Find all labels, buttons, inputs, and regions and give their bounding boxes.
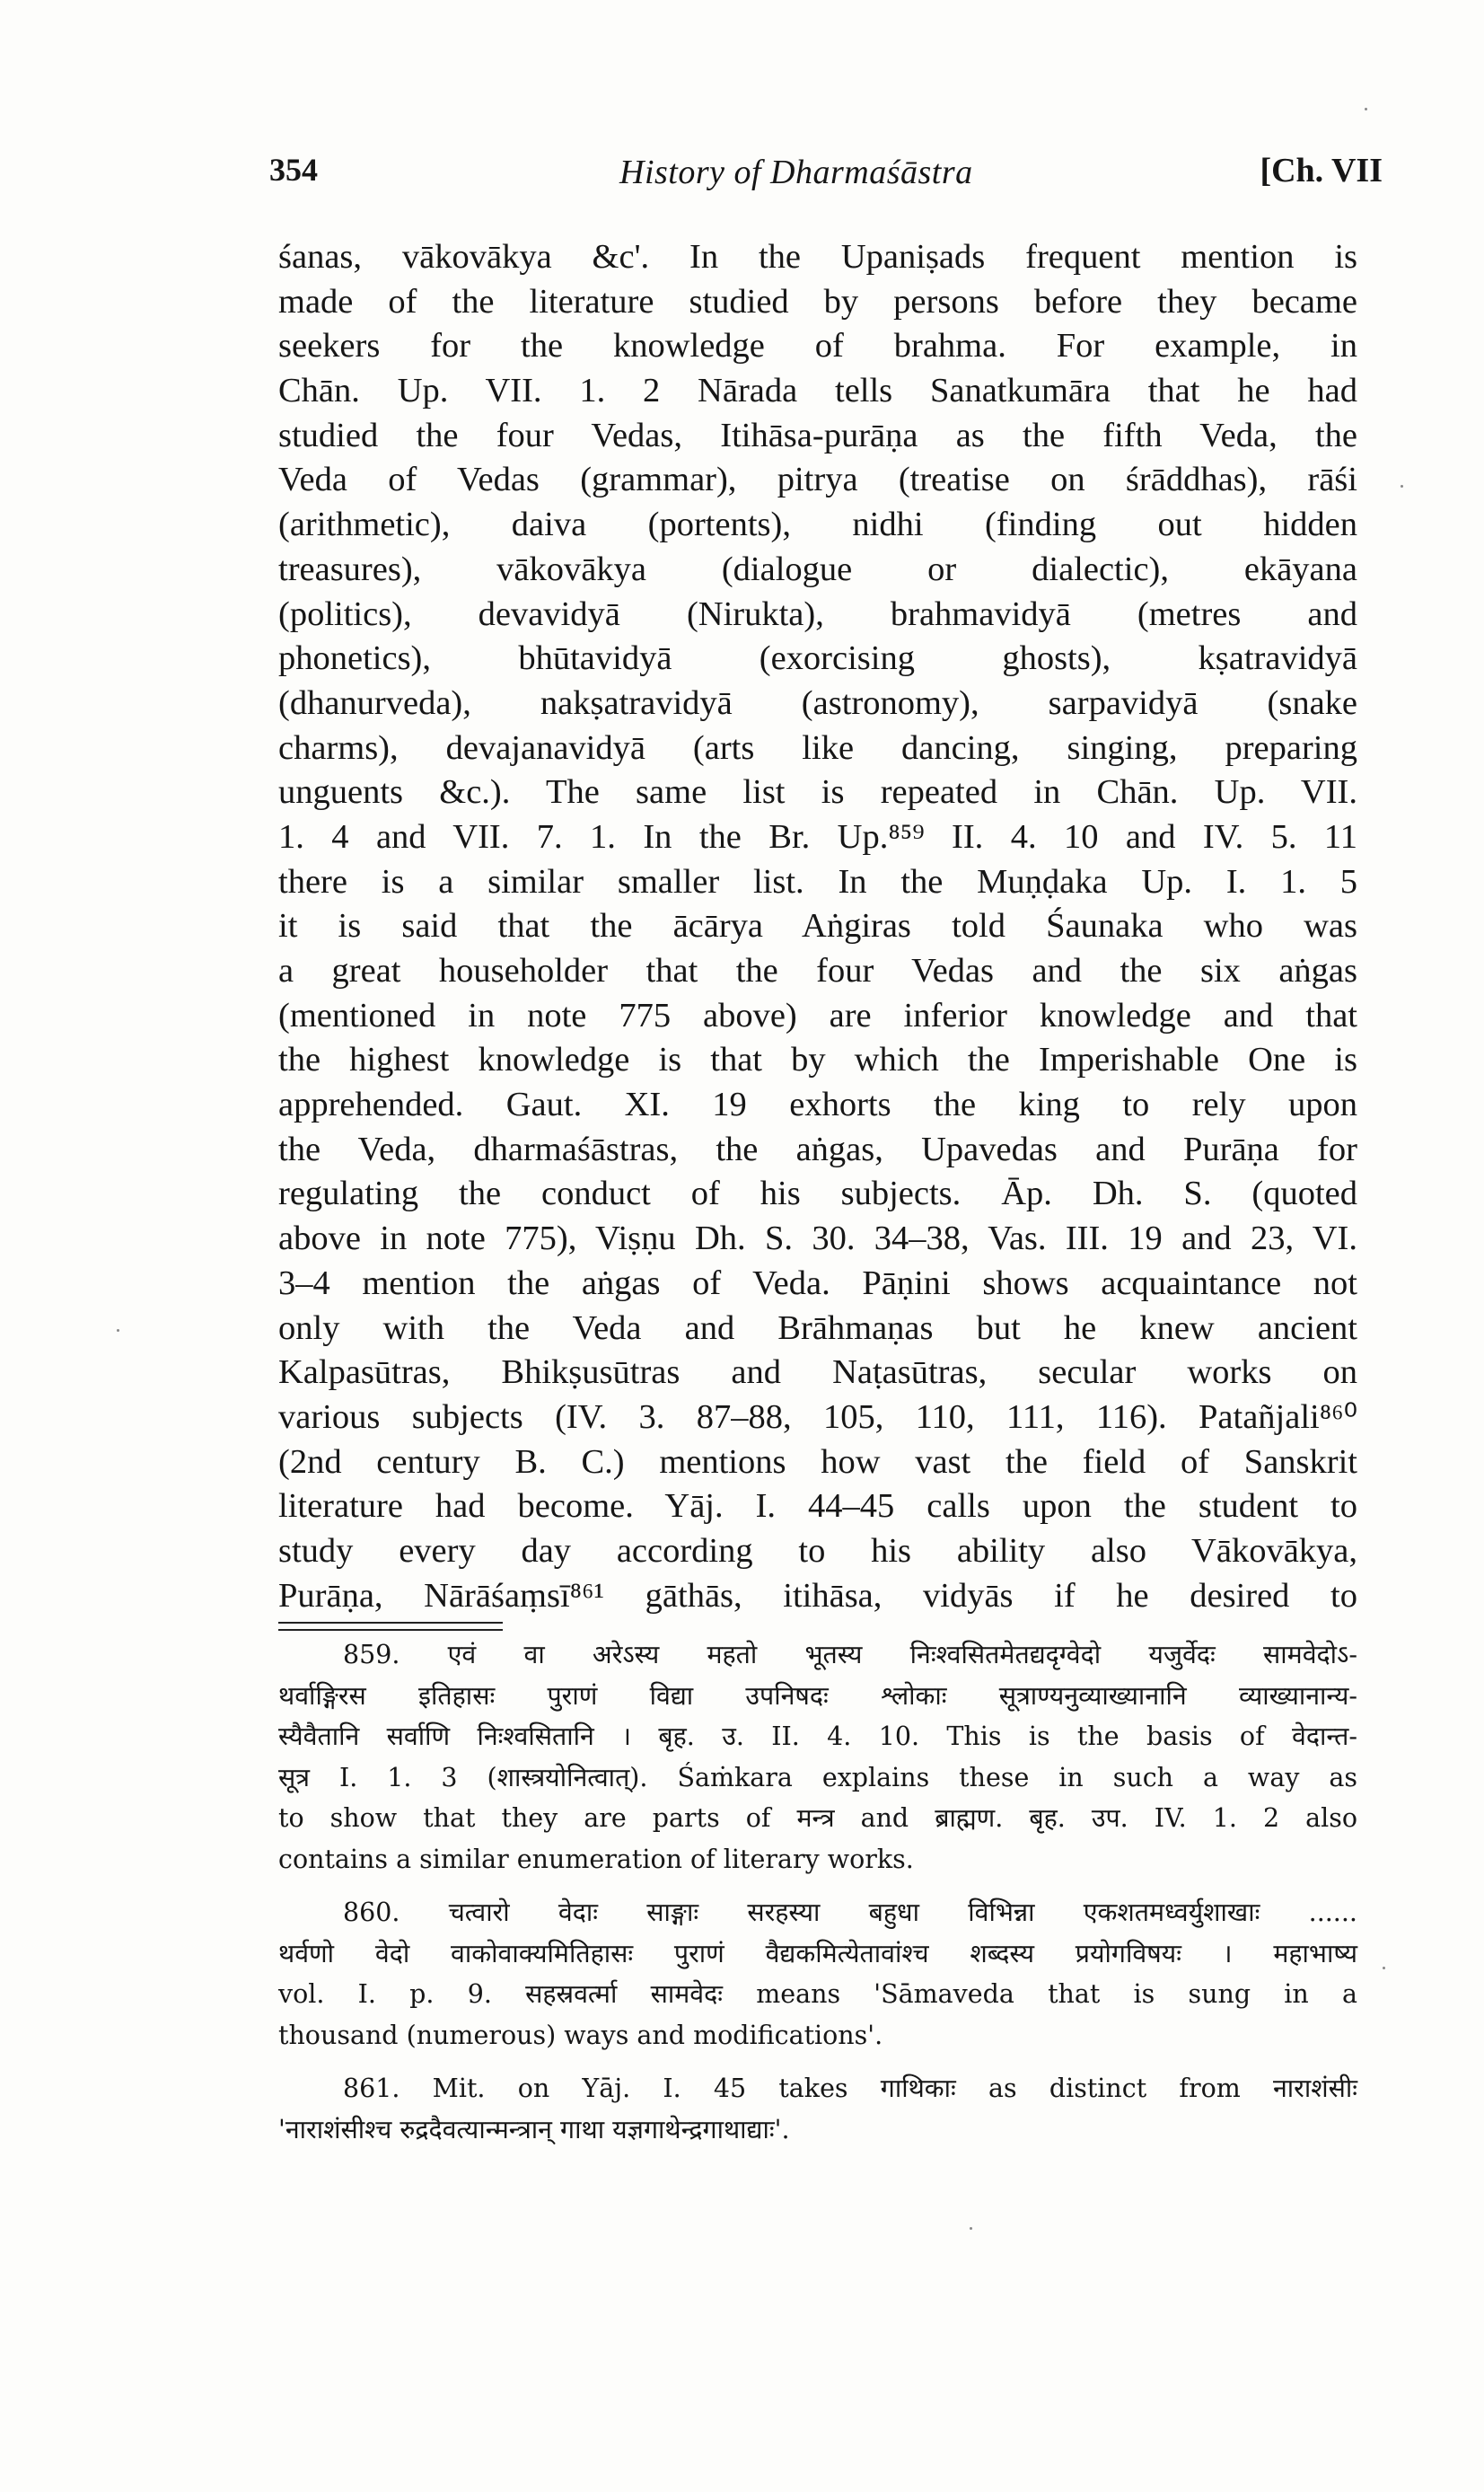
footnote-861-line: 861. Mit. on Yāj. I. 45 takes गाथिकाः as distinct from नाराशंसीः (343, 2074, 1357, 2103)
text-line: phonetics), bhūtavidyā (exorcising ghosts), kṣatravidyā (278, 639, 1357, 678)
text-line: seekers for the knowledge of brahma. For example, in (278, 327, 1357, 365)
text-line: only with the Veda and Brāhmaṇas but he knew ancient (278, 1308, 1357, 1347)
text-line: (dhanurveda), nakṣatravidyā (astronomy), sarpavidyā (snake (278, 683, 1357, 722)
text-line: the highest knowledge is that by which the Imperishable One is (278, 1041, 1357, 1079)
text-line: Chān. Up. VII. 1. 2 Nārada tells Sanatkumāra that he had (278, 372, 1357, 410)
footnote-860-line: 860. चत्वारो वेदाः साङ्गाः सरहस्या बहुधा विभिन्ना एकशतमध्वर्युशाखाः ...... (343, 1898, 1357, 1927)
text-line: there is a similar smaller list. In the Muṇḍaka Up. I. 1. 5 (278, 862, 1357, 901)
text-line: above in note 775), Viṣṇu Dh. S. 30. 34–38, Vas. III. 19 and 23, VI. (278, 1220, 1357, 1258)
running-title: History of Dharmaśāstra (619, 154, 973, 191)
scan-speck (117, 1329, 119, 1332)
footnote-860-line: thousand (numerous) ways and modifications'. (278, 2020, 883, 2050)
footnote-859-line: थर्वाङ्गिरस इतिहासः पुराणं विद्या उपनिषदः श्लोकाः सूत्राण्यनुव्याख्यानानि व्याख्यानान्य- (278, 1680, 1357, 1711)
text-line: (2nd century B. C.) mentions how vast the field of Sanskrit (278, 1442, 1357, 1481)
text-line: study every day according to his ability also Vākovākya, (278, 1531, 1357, 1570)
page-header (269, 151, 1383, 205)
scan-speck (1401, 485, 1403, 488)
footnote-divider (278, 1629, 503, 1631)
footnote-divider (278, 1622, 503, 1624)
chapter-label: [Ch. VII (1260, 152, 1383, 189)
text-line: Veda of Vedas (grammar), pitrya (treatise on śrāddhas), rāśi (278, 461, 1357, 499)
footnote-861-line: 'नाराशंसीश्च रुद्रदैवत्यान्मन्त्रान् गाथा यज्ञगाथेन्द्रगाथाद्याः'. (278, 2114, 790, 2144)
footnote-859-line: contains a similar enumeration of literary works. (278, 1844, 914, 1874)
text-line: śanas, vākovākya &c'. In the Upaniṣads frequent mention is (278, 238, 1357, 276)
text-line: (arithmetic), daiva (portents), nidhi (finding out hidden (278, 506, 1357, 544)
scan-speck (1383, 1967, 1385, 1969)
text-line: apprehended. Gaut. XI. 19 exhorts the king to rely upon (278, 1086, 1357, 1124)
text-line: various subjects (IV. 3. 87–88, 105, 110, 111, 116). Patañjali⁸⁶⁰ (278, 1397, 1357, 1436)
text-line: treasures), vākovākya (dialogue or dialectic), ekāyana (278, 550, 1357, 588)
page-number: 354 (269, 152, 318, 188)
text-line: studied the four Vedas, Itihāsa-purāṇa as the fifth Veda, the (278, 416, 1357, 454)
text-line: Purāṇa, Nārāśaṃsī⁸⁶¹ gāthās, itihāsa, vidyās if he desired to (278, 1576, 1357, 1615)
footnote-860-line: vol. I. p. 9. सहस्रवर्त्मा सामवेदः means 'Sāmaveda that is sung in a (278, 1979, 1357, 2009)
footnote-859-line: स्यैवैतानि सर्वाणि निःश्वसितानि । बृह. उ. II. 4. 10. This is the basis of वेदान्त- (278, 1722, 1357, 1751)
footnote-859-line: to show that they are parts of मन्त्र and ब्राह्मण. बृह. उप. IV. 1. 2 also (278, 1803, 1357, 1833)
text-line: (mentioned in note 775 above) are inferior knowledge and that (278, 996, 1357, 1035)
text-line: charms), devajanavidyā (arts like dancing, singing, preparing (278, 728, 1357, 767)
text-line: literature had become. Yāj. I. 44–45 calls upon the student to (278, 1487, 1357, 1526)
text-line: 3–4 mention the aṅgas of Veda. Pāṇini shows acquaintance not (278, 1264, 1357, 1302)
footnote-859-line: सूत्र I. 1. 3 (शास्त्रयोनित्वात्). Śaṁkara explains these in such a way as (278, 1762, 1357, 1792)
footnotes (278, 1634, 1357, 2150)
text-line: regulating the conduct of his subjects. Āp. Dh. S. (quoted (278, 1175, 1357, 1213)
text-line: a great householder that the four Vedas and the six aṅgas (278, 952, 1357, 990)
text-line: unguents &c.). The same list is repeated in Chān. Up. VII. (278, 773, 1357, 812)
scan-speck (1365, 108, 1367, 110)
footnote-859-line: 859. एवं वा अरेऽस्य महतो भूतस्य निःश्वसितमेतद्यदृग्वेदो यजुर्वेदः सामवेदोऽ- (343, 1640, 1357, 1669)
footnote-860-line: थर्वणो वेदो वाकोवाक्यमितिहासः पुराणं वैद्यकमित्येतावांश्च शब्दस्य प्रयोगविषयः । महाभाष्य (278, 1938, 1357, 1968)
text-line: 1. 4 and VII. 7. 1. In the Br. Up.⁸⁵⁹ II. 4. 10 and IV. 5. 11 (278, 817, 1357, 856)
footnote-gap (278, 1880, 1357, 1892)
scan-speck (970, 2227, 972, 2230)
text-line: it is said that the ācārya Aṅgiras told Śaunaka who was (278, 907, 1357, 946)
text-line: made of the literature studied by persons before they became (278, 282, 1357, 321)
text-line: the Veda, dharmaśāstras, the aṅgas, Upavedas and Purāṇa for (278, 1130, 1357, 1168)
footnote-gap (278, 2056, 1357, 2068)
main-text (278, 235, 1357, 1618)
text-line: Kalpasūtras, Bhikṣusūtras and Naṭasūtras, secular works on (278, 1353, 1357, 1392)
text-line: (politics), devavidyā (Nirukta), brahmavidyā (metres and (278, 594, 1357, 633)
